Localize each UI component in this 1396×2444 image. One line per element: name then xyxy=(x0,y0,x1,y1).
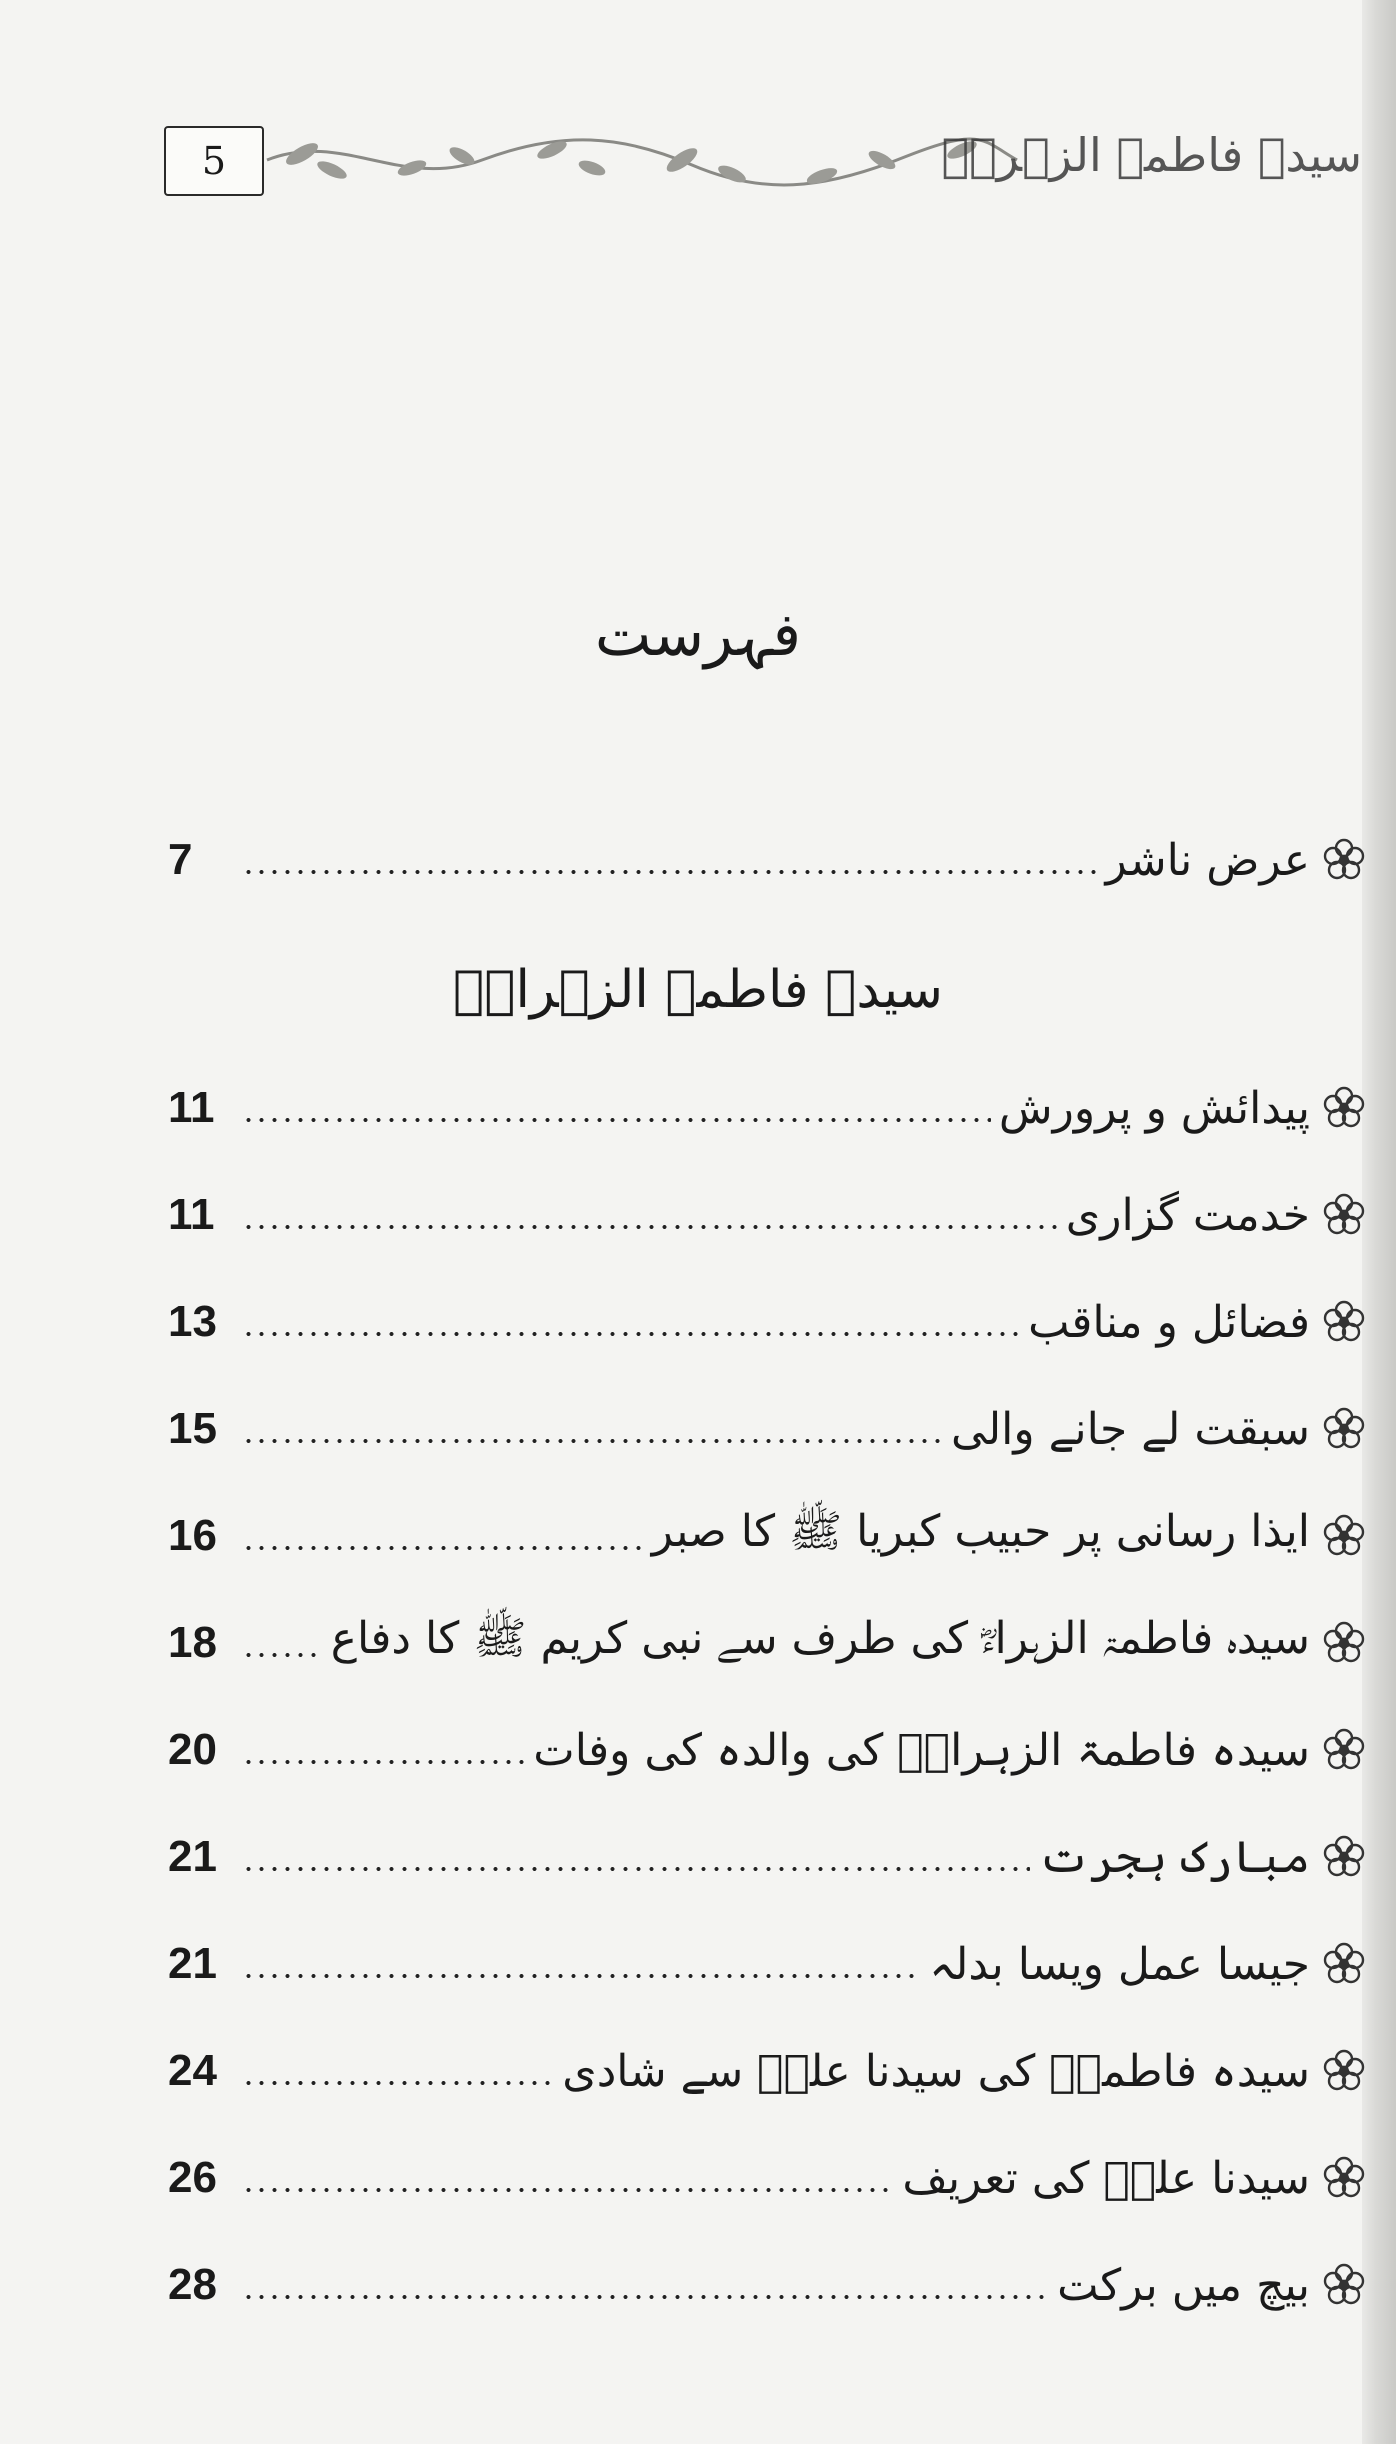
flower-icon xyxy=(1320,2261,1368,2309)
toc-entry-label: سبقت لے جانے والی xyxy=(951,1403,1310,1455)
dot-leader xyxy=(242,2188,894,2192)
flower-icon xyxy=(1320,1084,1368,1132)
running-title: سیدہ فاطمۃ الزہراؓ xyxy=(941,128,1362,182)
toc-entry-label: مبارک ہجرت xyxy=(1038,1831,1310,1883)
dot-leader xyxy=(242,1760,525,1764)
toc-page-number: 21 xyxy=(168,1832,217,1881)
toc-page-number: 13 xyxy=(168,1297,217,1346)
toc-entry xyxy=(168,1175,1368,1255)
dot-leader xyxy=(242,1439,943,1443)
toc-entry-label: عرض ناشر xyxy=(1105,834,1310,886)
toc-page-number: 21 xyxy=(168,1939,217,1988)
flower-icon xyxy=(1320,1298,1368,1346)
toc-entry xyxy=(168,820,1368,900)
toc-entry xyxy=(168,1924,1368,2004)
toc-page-number: 15 xyxy=(168,1404,217,1453)
flower-icon xyxy=(1320,1405,1368,1453)
toc-page-number: 16 xyxy=(168,1511,217,1560)
toc-entry-label: سیدہ فاطمہؓ کی سیدنا علیؓ سے شادی xyxy=(562,2045,1310,2097)
toc-entry xyxy=(168,1710,1368,1790)
dot-leader xyxy=(242,1225,1058,1229)
toc-entry-label: سیدنا علیؓ کی تعریف xyxy=(902,2152,1310,2204)
dot-leader xyxy=(242,1546,644,1550)
toc-entry xyxy=(168,1282,1368,1362)
flower-icon xyxy=(1320,2047,1368,2095)
toc-entry xyxy=(168,1496,1368,1576)
dot-leader xyxy=(242,1974,921,1978)
toc-entry-label: ایذا رسانی پر حبیب کبریا ﷺ کا صبر xyxy=(651,1506,1310,1557)
toc-page-number: 11 xyxy=(168,1083,215,1132)
flower-icon xyxy=(1320,1726,1368,1774)
toc-page-number: 18 xyxy=(168,1618,217,1667)
toc-entry-label: سیدہ فاطمۃ الزہراءؓ کی طرف سے نبی کریم ﷺ کا دفاع xyxy=(330,1613,1310,1664)
section-heading: سیدہ فاطمۃ الزہراءؓ xyxy=(453,960,943,1020)
dot-leader xyxy=(242,1867,1030,1871)
flower-icon xyxy=(1320,836,1368,884)
toc-page-number: 11 xyxy=(168,1190,215,1239)
toc-page-number: 26 xyxy=(168,2153,217,2202)
flower-icon xyxy=(1320,1619,1368,1667)
toc-page-number: 20 xyxy=(168,1725,217,1774)
toc-page-number: 7 xyxy=(168,835,193,884)
toc-entry xyxy=(168,2245,1368,2325)
page-title: فہرست xyxy=(594,600,802,670)
toc-entry-label: بیچ میں برکت xyxy=(1057,2259,1310,2311)
toc-entry-label: خدمت گزاری xyxy=(1065,1189,1310,1241)
toc-entry xyxy=(168,1603,1368,1683)
flower-icon xyxy=(1320,1833,1368,1881)
toc-entry-label: پیدائش و پرورش xyxy=(998,1082,1310,1134)
toc-entry xyxy=(168,1068,1368,1148)
flower-icon xyxy=(1320,1191,1368,1239)
dot-leader xyxy=(242,870,1097,874)
page-number: 5 xyxy=(201,139,227,183)
toc-entry-label: سیدہ فاطمۃ الزہراءؓ کی والدہ کی وفات xyxy=(533,1724,1310,1776)
toc-entry-label: فضائل و مناقب xyxy=(1028,1296,1310,1348)
dot-leader xyxy=(242,2081,554,2085)
toc-entry xyxy=(168,1817,1368,1897)
flower-icon xyxy=(1320,1940,1368,1988)
flower-icon xyxy=(1320,2154,1368,2202)
flower-icon xyxy=(1320,1512,1368,1560)
dot-leader xyxy=(242,1118,991,1122)
toc-entry xyxy=(168,1389,1368,1469)
toc-entry xyxy=(168,2031,1368,2111)
dot-leader xyxy=(242,1332,1020,1336)
toc-page-number: 28 xyxy=(168,2260,217,2309)
dot-leader xyxy=(242,2295,1049,2299)
toc-page-number: 24 xyxy=(168,2046,217,2095)
toc-entry xyxy=(168,2138,1368,2218)
dot-leader xyxy=(242,1653,323,1657)
toc-entry-label: جیسا عمل ویسا بدلہ xyxy=(929,1938,1310,1990)
